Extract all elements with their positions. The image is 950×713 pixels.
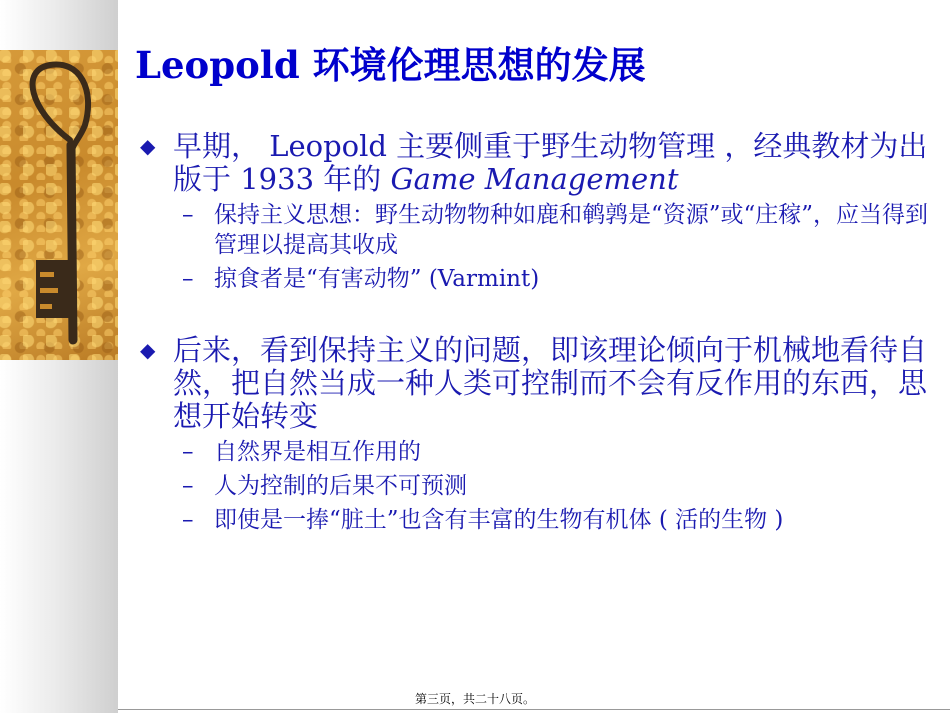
sub-item: [140, 471, 930, 501]
bullet-text: 后来，看到保持主义的问题，即该理论倾向于机械地看待自然，把自然当成一种人类可控制而不会有反作用的东西，思想开始转变: [173, 333, 928, 433]
bullet-item: [140, 130, 930, 196]
sub-item-text: 自然界是相互作用的: [214, 439, 421, 465]
dash-bullet-icon: –: [182, 266, 194, 292]
sub-item-text: 人为控制的后果不可预测: [214, 473, 467, 499]
diamond-bullet-icon: ◆: [140, 134, 156, 158]
dash-bullet-icon: –: [182, 202, 194, 228]
bullet-text: 早期， Leopold 主要侧重于野生动物管理 ，经典教材为出版于 1933 年的: [173, 129, 928, 196]
dash-bullet-icon: –: [182, 473, 194, 499]
sub-item: [140, 437, 930, 467]
dash-bullet-icon: –: [182, 439, 194, 465]
slide-content: [140, 130, 930, 535]
sub-item-text: 保持主义思想：野生动物物种如鹿和鹌鹑是“资源”或“庄稼”，应当得到管理以提高其收成: [214, 202, 929, 258]
dash-bullet-icon: –: [182, 507, 194, 533]
bullet-item: [140, 334, 930, 433]
key-icon: [0, 50, 118, 360]
sub-item-text: 即使是一捧“脏土”也含有丰富的生物有机体 ( 活的生物 ): [214, 507, 784, 533]
diamond-bullet-icon: ◆: [140, 338, 156, 362]
sub-item: [140, 200, 930, 260]
sub-item-text: 掠食者是“有害动物” (Varmint): [214, 266, 540, 292]
book-title: Game Management: [390, 162, 679, 196]
key-image: [0, 50, 118, 360]
slide-title: Leopold 环境伦理思想的发展: [135, 43, 646, 87]
sub-item: [140, 505, 930, 535]
footer-divider: [118, 709, 950, 710]
page-footer: 第三页，共二十八页。: [414, 692, 535, 706]
sub-item: [140, 264, 930, 294]
